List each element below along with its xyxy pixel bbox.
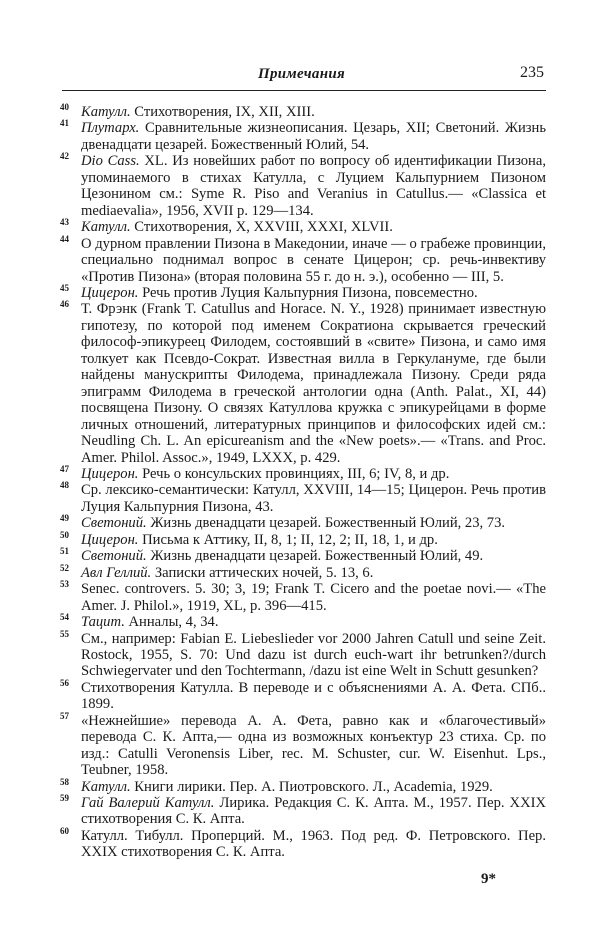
endnote xyxy=(60,153,546,219)
page-number: 235 xyxy=(520,64,544,81)
endnote-number: 42 xyxy=(60,151,69,162)
endnote xyxy=(60,529,546,548)
endnote-number: 52 xyxy=(60,562,69,573)
endnote-author: Гай Валерий Катулл. xyxy=(81,795,215,812)
endnote-number: 58 xyxy=(60,776,69,787)
endnote-author: Тацит. xyxy=(81,614,125,631)
endnote-body: Книги лирики. Пер. А. Пиотровского. Л., Academia, 1929. xyxy=(134,778,493,795)
endnote xyxy=(60,548,546,564)
endnote xyxy=(60,825,546,861)
endnote-body: Записки аттических ночей, 5. 13, 6. xyxy=(154,564,374,581)
endnote-body: Лирика. Редакция С. К. Апта. М., 1957. Пер. XXIX стихотворения С. К. Апта. xyxy=(81,795,547,828)
endnote-number: 45 xyxy=(60,282,69,293)
endnote xyxy=(60,562,546,581)
endnote-author: Цицерон. xyxy=(81,531,139,548)
endnote-author: Плутарх. xyxy=(81,120,140,137)
endnote-text xyxy=(81,120,546,153)
endnote xyxy=(60,795,546,828)
endnote-text xyxy=(81,515,546,531)
endnote xyxy=(60,104,546,120)
endnote-number: 46 xyxy=(60,299,69,310)
endnote-body: Речь о консульских провинциях, III, 6; IV, 8, и др. xyxy=(142,465,450,482)
endnote-body: Стихотворения, X, XXVIII, XXXI, XLVII. xyxy=(134,219,393,236)
endnote-text xyxy=(81,285,546,301)
endnote xyxy=(60,628,546,680)
endnote-author: Цицерон. xyxy=(81,465,139,482)
endnote-text xyxy=(81,104,546,120)
endnote-number: 40 xyxy=(60,102,69,112)
endnote xyxy=(60,776,546,795)
endnote-body: Ср. лексико-семантически: Катулл, XXVIII, 14—15; Цицерон. Речь против Луция Кальпурния Пизона, 43. xyxy=(81,482,546,515)
endnote-body: Стихотворения Катулла. В переводе и с объяснениями А. А. Фета. СПб.. 1899. xyxy=(81,679,546,713)
endnote-text xyxy=(81,219,546,235)
endnote-body: О дурном правлении Пизона в Македонии, иначе — о грабеже провинции, специально поднимал вопрос в сенате Цицерон; ср. речь-инвективу «Против Пизона» (вторая половина 55 г. до н. э.), особенно — III, 5. xyxy=(81,235,546,285)
endnote-number: 59 xyxy=(60,793,69,804)
endnote-author: Светоний. xyxy=(81,515,147,532)
endnote-number: 57 xyxy=(60,710,69,721)
endnote xyxy=(60,710,546,779)
endnote xyxy=(60,482,546,515)
endnote-number: 49 xyxy=(60,513,69,524)
endnote-body: Жизнь двенадцати цезарей. Божественный Юлий, 23, 73. xyxy=(150,515,506,532)
endnote-text xyxy=(81,581,546,614)
endnote-number: 44 xyxy=(60,233,69,244)
endnote-author: Катулл. xyxy=(81,104,131,120)
endnote-text xyxy=(81,153,546,219)
endnote-text xyxy=(81,236,546,285)
endnote-body: Письма к Аттику, II, 8, 1; II, 12, 2; II, 18, 1, и др. xyxy=(142,531,438,548)
endnote-text xyxy=(81,482,546,515)
endnote xyxy=(60,463,546,482)
endnote-text xyxy=(81,548,546,564)
endnote-number: 43 xyxy=(60,217,69,228)
running-header xyxy=(0,66,600,88)
endnote-text xyxy=(81,614,546,630)
endnote-text xyxy=(81,466,546,482)
endnote-body: Стихотворения, IX, XII, XIII. xyxy=(134,104,315,120)
endnote-body: XL. Из новейших работ по вопросу об идентификации Пизона, упоминаемого в стихах Катулла, с Луцием Кальпурнием Пизоном Цезонином см.: Syme R. Piso and Veranius in Catullus.— «Classica et mediaevalia», 1956, XVII p. 129—134. xyxy=(81,153,546,219)
endnote-author: Светоний. xyxy=(81,548,147,565)
endnote-body: См., например: Fabian E. Liebeslieder vor 2000 Jahren Catull und seine Zeit. Rostock, 1955, S. 70: Und dazu ist durch euch-wart ihr betrunken?/durch Schwiegervater und den Tochtermann, /dazu ist eine Welt in Schutt gesunken? xyxy=(81,630,546,680)
endnote-body: «Нежнейшие» перевода А. А. Фета, равно как и «благочестивый» перевода С. К. Апта,— одна из возможных конъектур 23 стиха. Ср. по изд.: Catulli Veronensis Liber, rec. M. Schuster, cur. W. Eisenhut. Lps., Teubner, 1958. xyxy=(81,712,546,779)
printer-signature: 9* xyxy=(481,871,496,887)
endnote-body: Senec. controvers. 5. 30; 3, 19; Frank T. Cicero and the poetae novi.— «The Amer. J. Philol.», 1919, XL, p. 396—415. xyxy=(81,581,546,614)
endnote-body: Сравнительные жизнеописания. Цезарь, XII; Светоний. Жизнь двенадцати цезарей. Божественный Юлий, 54. xyxy=(81,120,546,153)
endnote-text xyxy=(81,713,546,779)
endnote-body: Т. Фрэнк (Frank T. Catullus and Horace. N. Y., 1928) принимает известную гипотезу, по которой под именем Сократиона скрывается греческий философ-эпикуреец Филодем, состоявший в «свите» Пизона, и само имя толкует как Псевдо-Сократ. Известная вилла в Геркулануме, где были найдены манускрипты Филодема, принадлежала Пизону. Среди ряда эпиграмм Филодема в греческой антологии одна (Anth. Palat., XI, 44) посвящена Пизону. О связях Катуллова кружка с эпикурейцами в форме личных отношений, литературных принципов и философских идей см.: Neudling Ch. L. An epicureanism and the «New poets».— «Trans. and Proc. Amer. Philol. Assoc.», 1949, LXXX, p. 429. xyxy=(81,301,546,466)
endnote-author: Авл Геллий. xyxy=(81,564,152,581)
endnote-number: 60 xyxy=(60,825,69,836)
endnote-body: Жизнь двенадцати цезарей. Божественный Юлий, 49. xyxy=(150,548,484,565)
endnote-number: 47 xyxy=(60,463,69,474)
endnote-body: Анналы, 4, 34. xyxy=(128,614,219,631)
endnote xyxy=(60,614,546,630)
endnote xyxy=(60,301,546,466)
running-title: Примечания xyxy=(258,66,346,82)
endnote-text xyxy=(81,828,546,861)
endnote-number: 51 xyxy=(60,546,69,557)
endnote-number: 55 xyxy=(60,628,69,639)
endnote-text xyxy=(81,565,546,581)
endnote-text xyxy=(81,301,546,466)
endnote-text xyxy=(81,680,546,713)
endnote-author: Dio Cass. xyxy=(81,153,140,170)
endnote-number: 41 xyxy=(60,118,69,129)
endnote-number: 48 xyxy=(60,480,69,491)
endnote-text xyxy=(81,532,546,548)
endnote xyxy=(60,282,546,301)
endnote xyxy=(60,120,546,153)
endnote-author: Катулл. xyxy=(81,219,131,236)
endnote-author: Цицерон. xyxy=(81,284,139,301)
endnote xyxy=(60,233,546,285)
endnote-author: Катулл. xyxy=(81,778,131,795)
endnotes-list xyxy=(60,104,546,861)
endnote xyxy=(60,677,546,713)
endnote-number: 56 xyxy=(60,677,69,688)
endnote xyxy=(60,581,546,614)
endnote-body: Катулл. Тибулл. Проперций. М., 1963. Под ред. Ф. Петровского. Пер. XXIX стихотворения С. К. Апта. xyxy=(81,827,546,861)
endnote-text xyxy=(81,779,546,795)
endnote-text xyxy=(81,795,546,828)
endnote-number: 54 xyxy=(60,612,69,623)
endnote-body: Речь против Луция Кальпурния Пизона, повсеместно. xyxy=(142,284,478,301)
endnote-number: 50 xyxy=(60,529,69,540)
endnote xyxy=(60,515,546,531)
endnote-number: 53 xyxy=(60,579,69,590)
endnote xyxy=(60,219,546,235)
header-rule xyxy=(62,90,546,91)
endnote-text xyxy=(81,631,546,680)
